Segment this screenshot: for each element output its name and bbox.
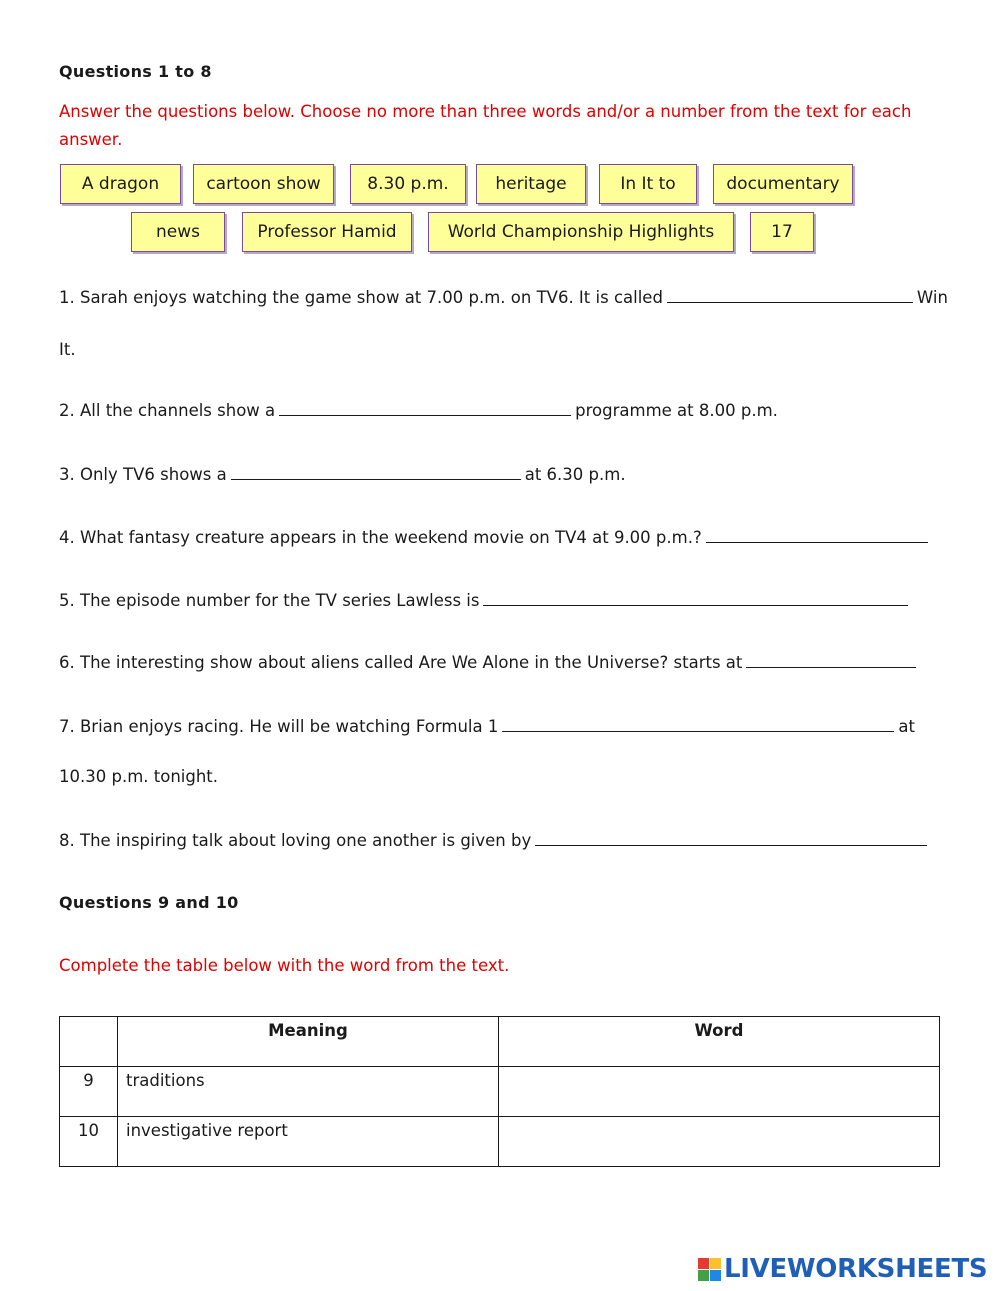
row-meaning: traditions	[118, 1067, 499, 1117]
question-1	[59, 288, 948, 307]
question-4	[59, 528, 932, 547]
answer-table	[59, 1016, 940, 1167]
question-2	[59, 401, 778, 420]
table-header-word: Word	[499, 1017, 940, 1067]
word-chip[interactable]: World Championship Highlights	[428, 212, 734, 252]
logo-square	[710, 1258, 721, 1269]
question-text: 7. Brian enjoys racing. He will be watching Formula 1	[59, 717, 499, 736]
question-3	[59, 465, 626, 484]
word-chip[interactable]: Professor Hamid	[242, 212, 412, 252]
question-text: at	[898, 717, 915, 736]
word-chip[interactable]: In It to	[599, 164, 697, 204]
question-text: 3. Only TV6 shows a	[59, 465, 227, 484]
section-heading-1: Questions 1 to 8	[59, 62, 212, 81]
word-chip[interactable]: news	[131, 212, 225, 252]
word-chip[interactable]: 17	[750, 212, 814, 252]
question-7	[59, 717, 915, 736]
question-text: 10.30 p.m. tonight.	[59, 767, 219, 786]
question-text: programme at 8.00 p.m.	[575, 401, 778, 420]
question-text: at 6.30 p.m.	[524, 465, 626, 484]
question-text: It.	[59, 340, 76, 359]
question-text: 2. All the channels show a	[59, 401, 276, 420]
answer-blank-8[interactable]	[535, 831, 927, 846]
liveworksheets-logo	[698, 1254, 987, 1284]
question-8	[59, 831, 931, 850]
logo-text: LIVEWORKSHEETS	[724, 1254, 988, 1284]
answer-blank-3[interactable]	[231, 465, 521, 480]
row-meaning: investigative report	[118, 1117, 499, 1167]
table-header-row	[60, 1017, 940, 1067]
word-chip[interactable]: documentary	[713, 164, 853, 204]
instruction-2: Complete the table below with the word from the text.	[59, 956, 510, 975]
table-row	[60, 1117, 940, 1167]
question-text: 6. The interesting show about aliens called Are We Alone in the Universe? starts at	[59, 653, 743, 672]
answer-blank-4[interactable]	[706, 528, 928, 543]
word-chip[interactable]: A dragon	[60, 164, 181, 204]
question-text: 5. The episode number for the TV series Lawless is	[59, 591, 480, 610]
section-heading-2: Questions 9 and 10	[59, 893, 239, 912]
logo-icon	[698, 1258, 721, 1281]
question-6	[59, 653, 920, 672]
row-number: 10	[60, 1117, 118, 1167]
table-header-cell	[60, 1017, 118, 1067]
instruction-1: Answer the questions below. Choose no more than three words and/or a number from the text for each answer.	[59, 102, 912, 149]
table-row	[60, 1067, 940, 1117]
answer-blank-1[interactable]	[667, 288, 913, 303]
logo-square	[698, 1270, 709, 1281]
word-chip[interactable]: heritage	[476, 164, 586, 204]
answer-cell-9[interactable]	[499, 1067, 940, 1117]
question-text: 8. The inspiring talk about loving one another is given by	[59, 831, 532, 850]
question-text: 4. What fantasy creature appears in the weekend movie on TV4 at 9.00 p.m.?	[59, 528, 702, 547]
answer-cell-10[interactable]	[499, 1117, 940, 1167]
answer-blank-2[interactable]	[279, 401, 571, 416]
answer-blank-7[interactable]	[502, 717, 894, 732]
row-number: 9	[60, 1067, 118, 1117]
question-text: 1. Sarah enjoys watching the game show at 7.00 p.m. on TV6. It is called	[59, 288, 663, 307]
question-text: Win	[916, 288, 948, 307]
question-5	[59, 591, 912, 610]
logo-square	[710, 1270, 721, 1281]
word-chip[interactable]: cartoon show	[193, 164, 334, 204]
word-chip[interactable]: 8.30 p.m.	[350, 164, 466, 204]
logo-square	[698, 1258, 709, 1269]
answer-blank-6[interactable]	[746, 653, 916, 668]
table-header-meaning: Meaning	[118, 1017, 499, 1067]
answer-blank-5[interactable]	[483, 591, 908, 606]
